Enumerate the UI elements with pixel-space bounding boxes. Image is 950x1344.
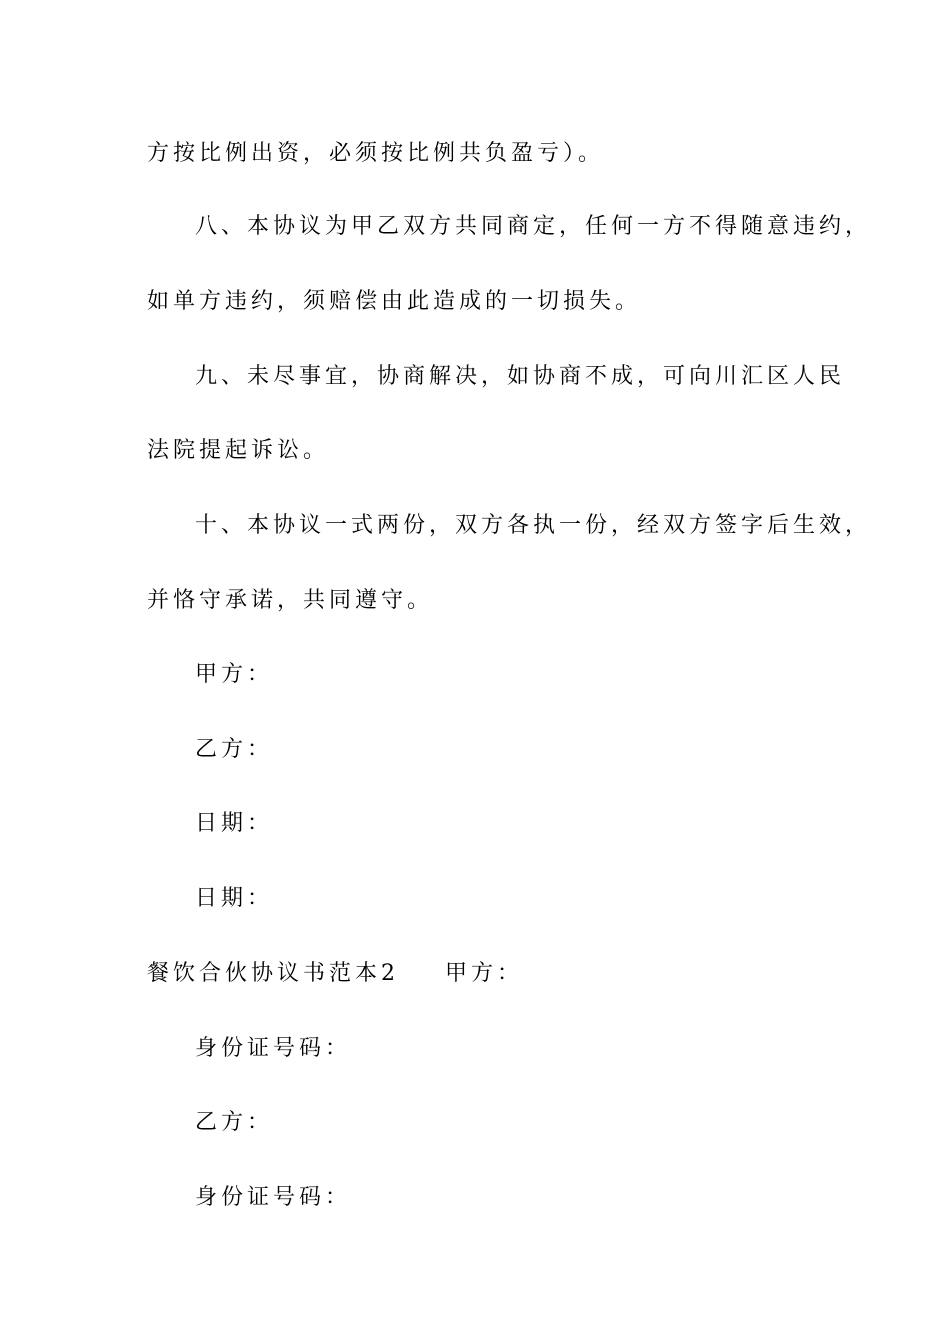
clause-9-line-1: 九、未尽事宜，协商解决，如协商不成，可向川汇区人民: [195, 364, 846, 389]
clause-9-line-2: 法院提起诉讼。: [147, 438, 330, 463]
clause-8-line-2: 如单方违约，须赔偿由此造成的一切损失。: [147, 289, 642, 314]
agreement-2-party-b-label: 乙方：: [195, 1110, 274, 1135]
clause-10-line-2: 并恪守承诺，共同遵守。: [147, 588, 434, 613]
agreement-2-party-a-label: 甲方：: [445, 961, 524, 986]
id-number-label-2: 身份证号码：: [195, 1185, 352, 1210]
agreement-2-title: 餐饮合伙协议书范本2: [147, 961, 399, 986]
clause-10-line-1: 十、本协议一式两份，双方各执一份，经双方签字后生效，: [195, 513, 872, 538]
agreement-2-heading: [147, 954, 837, 994]
clause-7-continuation: 方按比例出资，必须按比例共负盈亏）。: [147, 141, 605, 166]
party-b-label: 乙方：: [195, 737, 274, 762]
date-label-2: 日期：: [195, 886, 274, 911]
clause-8-line-1: 八、本协议为甲乙双方共同商定，任何一方不得随意违约，: [195, 214, 872, 239]
id-number-label-1: 身份证号码：: [195, 1036, 352, 1061]
party-a-label: 甲方：: [195, 662, 274, 687]
date-label-1: 日期：: [195, 811, 274, 836]
